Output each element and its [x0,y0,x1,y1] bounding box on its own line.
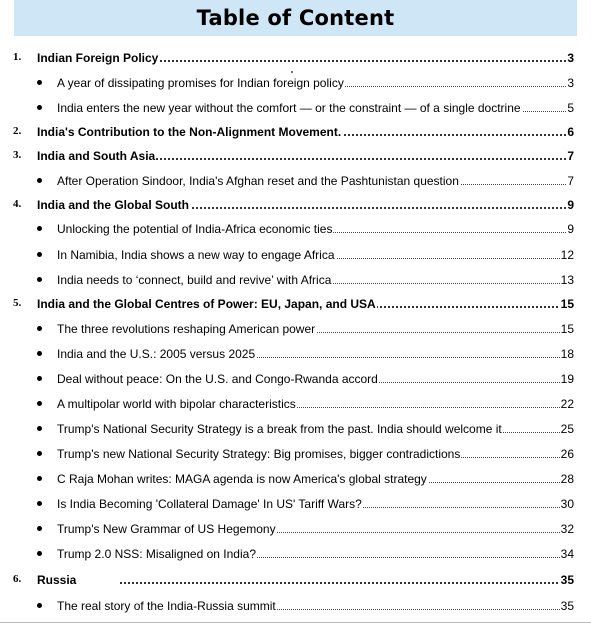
entry-label: After Operation Sindoor, India's Afghan reset and the Pashtunistan question [57,174,459,188]
bullet-icon [37,603,42,608]
bullet-icon [37,501,42,506]
entry-label: India and the Global South [37,198,189,212]
bullet-icon [37,526,42,531]
page-number: 7 [567,174,574,188]
toc-entry[interactable] [0,318,591,338]
entry-label: Trump 2.0 NSS: Misaligned on India? [57,547,256,561]
page-number: 13 [560,273,574,287]
toc-title: Table of Content [196,6,395,30]
page-number: 19 [560,372,574,386]
page-number: 25 [560,422,574,436]
bullet-icon [37,376,42,381]
bullet-icon [37,80,42,85]
entry-label: Deal without peace: On the U.S. and Congo-Rwanda accord [57,372,378,386]
toc-entry[interactable] [0,170,591,190]
entry-label: Is India Becoming 'Collateral Damage' In US' Tariff Wars? [57,497,362,511]
toc-entry[interactable] [0,468,591,488]
entry-label: India enters the new year without the comfort — or the constraint — of a single doctrine [57,101,521,115]
page-number: 5 [567,101,574,115]
page-number: 9 [567,222,574,236]
section-number: 5. [13,297,22,309]
page-number: 6 [567,125,574,139]
toc-entry[interactable] [0,595,591,615]
toc-section[interactable] [0,194,591,214]
entry-label: India and the Global Centres of Power: EU, Japan, and USA [37,297,376,311]
toc-entry[interactable] [0,218,591,238]
section-number: 2. [13,125,22,137]
entry-label: In Namibia, India shows a new way to engage Africa [57,248,335,262]
dot-leader [120,60,574,62]
entry-label: Russia [37,573,77,587]
page-number: 35 [560,573,574,587]
toc-entry[interactable] [0,97,591,117]
toc-entry[interactable] [0,72,591,92]
entry-label: A year of dissipating promises for Indian foreign policy [57,76,344,90]
page-number: 30 [560,497,574,511]
bullet-icon [37,178,42,183]
toc-entry[interactable] [0,543,591,563]
toc-section[interactable] [0,145,591,165]
section-number: 6. [13,573,22,585]
bullet-icon [37,476,42,481]
entry-label: C Raja Mohan writes: MAGA agenda is now America's global strategy [57,472,427,486]
entry-label: Unlocking the potential of India-Africa economic ties [57,222,333,236]
page-number: 12 [560,248,574,262]
entry-label: India and the U.S.: 2005 versus 2025 [57,347,256,361]
bullet-icon [37,451,42,456]
bullet-icon [37,426,42,431]
toc-title-bar [14,0,577,36]
bullet-icon [37,326,42,331]
bullet-icon [37,351,42,356]
entry-label: Trump's National Security Strategy is a break from the past. India should welcome it [57,422,502,436]
page-number: 15 [560,297,574,311]
page-number: 35 [560,599,574,613]
page-number: 32 [560,522,574,536]
toc-entry[interactable] [0,393,591,413]
bullet-icon [37,401,42,406]
page-number: 9 [567,198,574,212]
bullet-icon [37,105,42,110]
entry-label: Trump's New Grammar of US Hegemony [57,522,276,536]
toc-entry[interactable] [0,493,591,513]
section-number: 1. [13,51,22,63]
page-number: 22 [560,397,574,411]
page-number: 28 [560,472,574,486]
dot-leader [120,158,574,160]
page-number: 26 [560,447,574,461]
entry-label: India and South Asia [37,149,156,163]
page-number: 3 [567,76,574,90]
entry-label: Trump's new National Security Strategy: Big promises, bigger contradictions [57,447,461,461]
bottom-rule [0,622,591,623]
entry-label: India needs to ‘connect, build and revive’ with Africa [57,273,332,287]
page-number: 7 [567,149,574,163]
entry-label: The real story of the India-Russia summit [57,599,276,613]
toc-section[interactable] [0,121,591,141]
toc-entry[interactable] [0,518,591,538]
entry-label: The three revolutions reshaping American power [57,322,316,336]
entry-label: Indian Foreign Policy [37,51,159,65]
bullet-icon [37,226,42,231]
section-number: 4. [13,198,22,210]
bullet-icon [37,551,42,556]
page-number: 15 [560,322,574,336]
bullet-icon [37,277,42,282]
toc-entry[interactable] [0,443,591,463]
toc-entry[interactable] [0,343,591,363]
toc-entry[interactable] [0,418,591,438]
dot-leader [120,582,574,584]
page-number: 3 [567,51,574,65]
toc-entry[interactable] [0,244,591,264]
section-number: 3. [13,149,22,161]
entry-label: India's Contribution to the Non-Alignment Movement. [37,125,342,139]
toc-section[interactable] [0,293,591,313]
toc-section[interactable] [0,569,591,589]
page-number: 18 [560,347,574,361]
bullet-icon [37,252,42,257]
toc-entry[interactable] [0,368,591,388]
page-number: 34 [560,547,574,561]
toc-entry[interactable] [0,269,591,289]
toc-section[interactable] [0,47,591,67]
entry-label: A multipolar world with bipolar characteristics [57,397,296,411]
